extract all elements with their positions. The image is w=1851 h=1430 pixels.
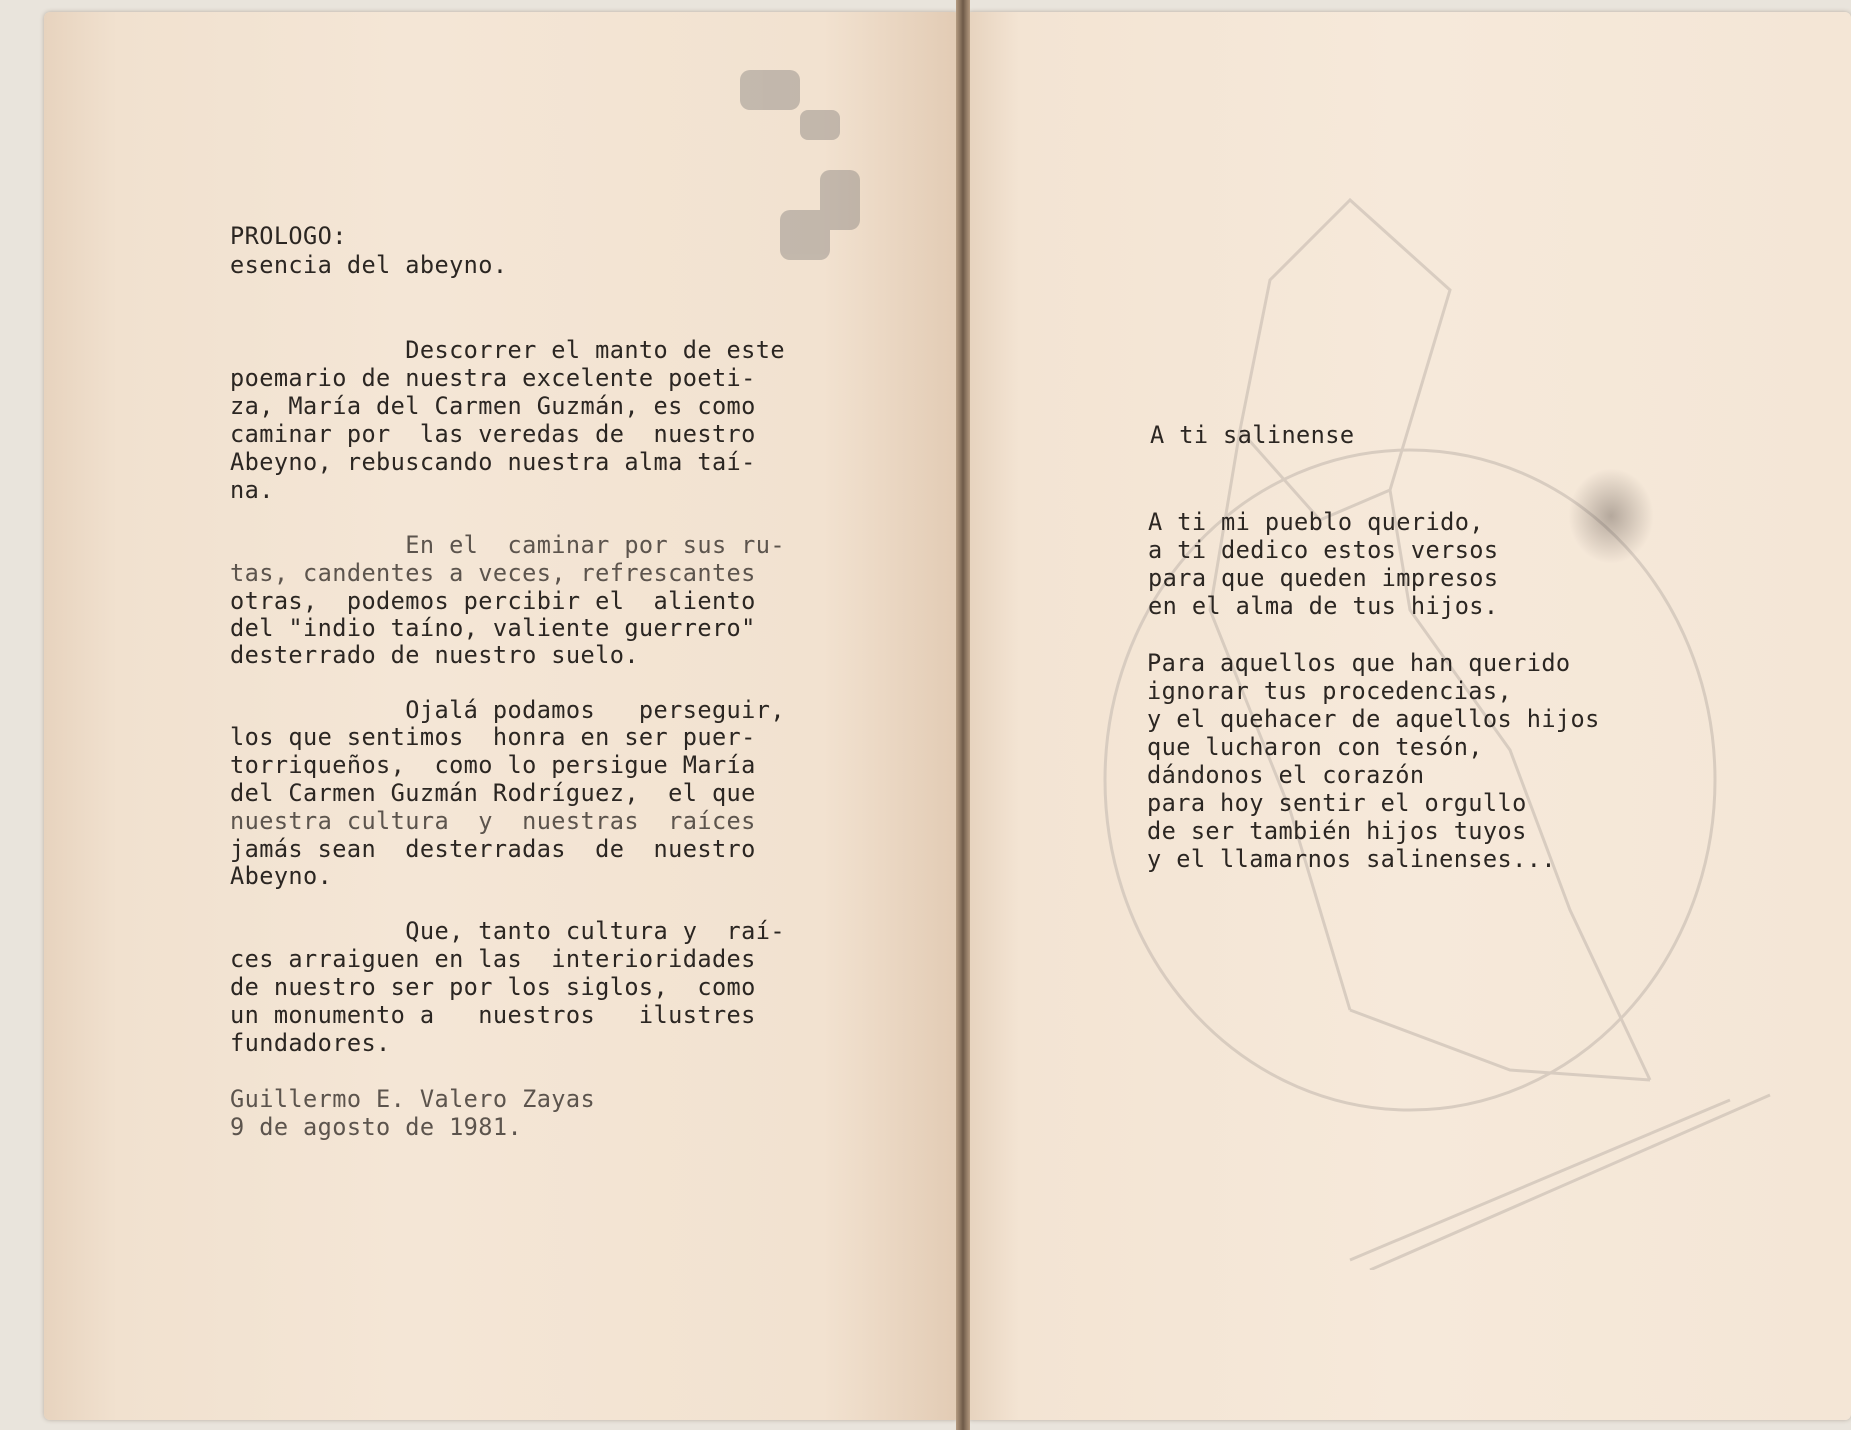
poem-line: dándonos el corazón (1147, 761, 1425, 789)
bleed-through-stamp (700, 30, 900, 290)
poem-line: A ti mi pueblo querido, (1148, 508, 1484, 536)
poem-line: en el alma de tus hijos. (1148, 592, 1499, 620)
text-line: jamás sean desterradas de nuestro (230, 835, 756, 863)
text-line: de nuestro ser por los siglos, como (230, 973, 756, 1001)
text-line: torriqueños, como lo persigue María (230, 751, 756, 779)
text-line: za, María del Carmen Guzmán, es como (230, 392, 756, 420)
text-line: En el caminar por sus ru- (230, 531, 785, 559)
text-line: del "indio taíno, valiente guerrero" (230, 614, 756, 642)
poem-line: y el quehacer de aquellos hijos (1147, 705, 1600, 733)
poem-line: y el llamarnos salinenses... (1147, 845, 1556, 873)
text-line: nuestra cultura y nuestras raíces (230, 807, 756, 835)
text-line: Ojalá podamos perseguir, (230, 696, 785, 724)
poem-title: A ti salinense (1150, 421, 1355, 449)
text-line: Abeyno. (230, 862, 333, 890)
text-line: Que, tanto cultura y raí- (230, 917, 785, 945)
poem-line: para que queden impresos (1148, 564, 1499, 592)
poem-line: ignorar tus procedencias, (1147, 677, 1513, 705)
author-name: Guillermo E. Valero Zayas (230, 1085, 596, 1113)
text-line: ces arraiguen en las interioridades (230, 945, 756, 973)
poem-line: para hoy sentir el orgullo (1147, 789, 1527, 817)
text-line: desterrado de nuestro suelo. (230, 641, 639, 669)
text-line: tas, candentes a veces, refrescantes (230, 559, 756, 587)
text-line: fundadores. (230, 1029, 391, 1057)
text-line: na. (230, 476, 274, 504)
poem-line: de ser también hijos tuyos (1147, 817, 1527, 845)
prologue-heading: PROLOGO: (230, 222, 347, 250)
poem-line: que lucharon con tesón, (1147, 733, 1483, 761)
text-line: otras, podemos percibir el aliento (230, 587, 756, 615)
text-line: caminar por las veredas de nuestro (230, 420, 756, 448)
poem-line: a ti dedico estos versos (1148, 536, 1499, 564)
text-line: del Carmen Guzmán Rodríguez, el que (230, 779, 756, 807)
poem-line: Para aquellos que han querido (1147, 649, 1571, 677)
text-line: un monumento a nuestros ilustres (230, 1001, 756, 1029)
prologue-subtitle: esencia del abeyno. (230, 251, 508, 279)
text-line: los que sentimos honra en ser puer- (230, 723, 756, 751)
book-gutter (956, 0, 970, 1430)
ink-smudge (1568, 468, 1654, 564)
text-line: Descorrer el manto de este (230, 336, 785, 364)
signature-date: 9 de agosto de 1981. (230, 1113, 523, 1141)
text-line: poemario de nuestra excelente poeti- (230, 364, 756, 392)
text-line: Abeyno, rebuscando nuestra alma taí- (230, 448, 756, 476)
